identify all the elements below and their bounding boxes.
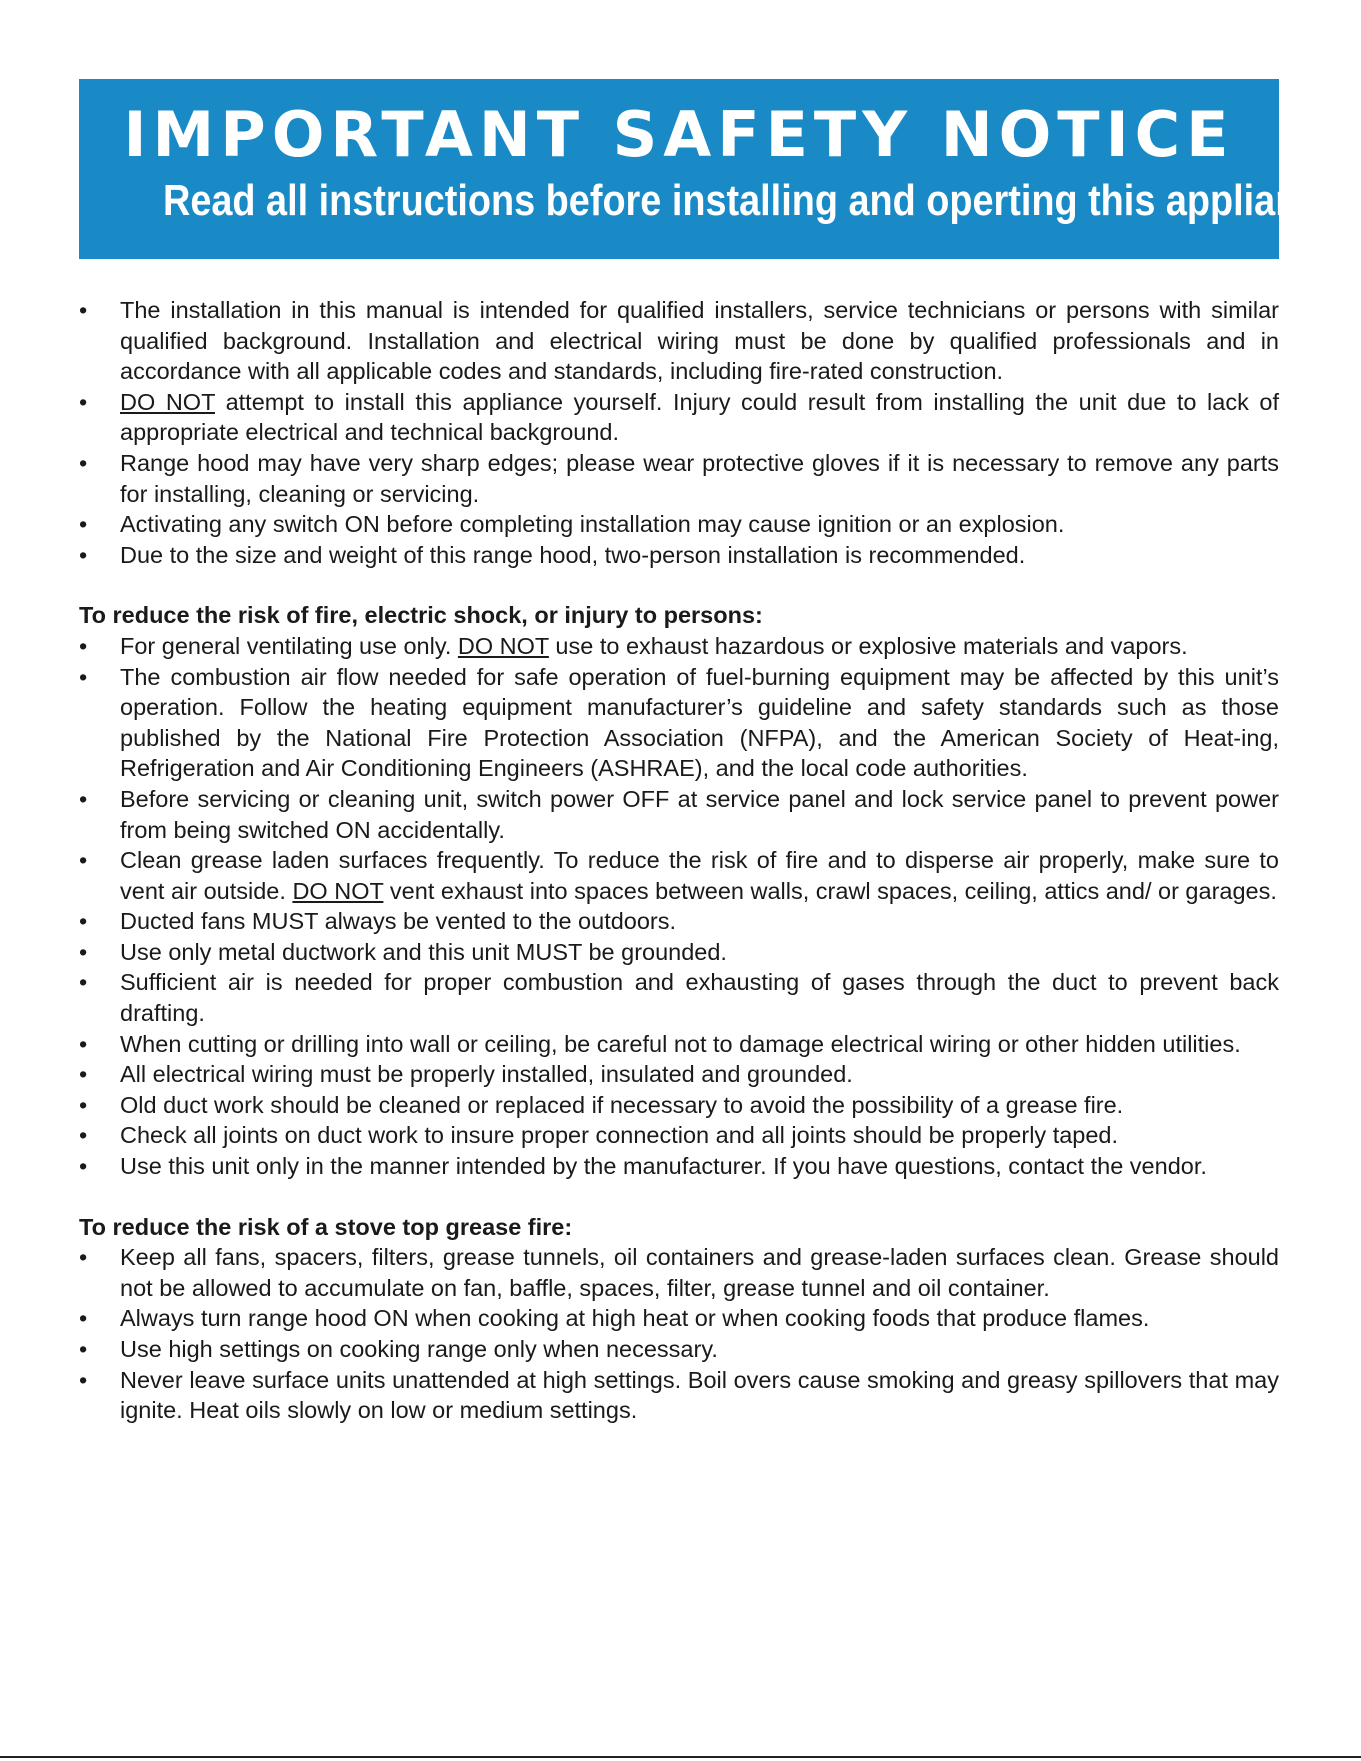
list-item: • The installation in this manual is intended for qualified installers, service technicians or persons with similar qualified background. Installation and electrical wiring must be done by qualified professionals and in accordance with all applicable codes and standards, including fire-rated construction.: [79, 295, 1279, 387]
do-not-emphasis: DO NOT: [457, 632, 549, 659]
do-not-emphasis: DO NOT: [120, 388, 215, 415]
list-item: • Old duct work should be cleaned or replaced if necessary to avoid the possibility of a grease fire.: [79, 1090, 1279, 1121]
list-item: • Use high settings on cooking range only when necessary.: [79, 1334, 1279, 1365]
section-heading-fire-shock: To reduce the risk of fire, electric shock, or injury to persons:: [79, 602, 763, 629]
fire-shock-list: [79, 631, 1279, 1182]
list-item: • Before servicing or cleaning unit, switch power OFF at service panel and lock service panel to prevent power from being switched ON accidentally.: [79, 784, 1279, 845]
section-heading-grease-fire: To reduce the risk of a stove top grease fire:: [79, 1213, 573, 1240]
list-item: • All electrical wiring must be properly installed, insulated and grounded.: [79, 1059, 1279, 1090]
banner-subtitle: Read all instructions before installing and operting this appliance: [163, 176, 1341, 226]
grease-fire-list: [79, 1242, 1279, 1426]
list-item: • Use this unit only in the manner intended by the manufacturer. If you have questions, contact the vendor.: [79, 1151, 1279, 1182]
safety-banner: [79, 79, 1341, 259]
list-item: • For general ventilating use only. DO NOT use to exhaust hazardous or explosive materials and vapors.: [79, 631, 1279, 662]
list-item: • Clean grease laden surfaces frequently. To reduce the risk of fire and to disperse air properly, make sure to vent air outside. DO NOT vent exhaust into spaces between walls, crawl spaces, ceiling, attics and/ or garages.: [79, 845, 1279, 906]
list-item: • Never leave surface units unattended at high settings. Boil overs cause smoking and greasy spillovers that may ignite. Heat oils slowly on low or medium settings.: [79, 1365, 1279, 1426]
page-bottom-rule: [0, 1756, 1361, 1758]
list-item: • Ducted fans MUST always be vented to the outdoors.: [79, 906, 1279, 937]
list-item: • When cutting or drilling into wall or ceiling, be careful not to damage electrical wiring or other hidden utilities.: [79, 1029, 1279, 1060]
list-item: • Check all joints on duct work to insure proper connection and all joints should be properly taped.: [79, 1120, 1279, 1151]
list-item: • Range hood may have very sharp edges; please wear protective gloves if it is necessary to remove any parts for installing, cleaning or servicing.: [79, 448, 1279, 509]
list-item: • The combustion air flow needed for safe operation of fuel-burning equipment may be affected by this unit’s operation. Follow the heating equipment manufacturer’s guideline and safety standards such as those published by the National Fire Protection Association (NFPA), and the American Society of Heat-ing, Refrigeration and Air Conditioning Engineers (ASHRAE), and the local code authorities.: [79, 662, 1279, 784]
list-item: • Due to the size and weight of this range hood, two-person installation is recommended.: [79, 540, 1279, 571]
list-item: • Keep all fans, spacers, filters, grease tunnels, oil containers and grease-laden surfaces clean. Grease should not be allowed to accumulate on fan, baffle, spaces, filter, grease tunnel and oil container.: [79, 1242, 1279, 1303]
list-item: • Always turn range hood ON when cooking at high heat or when cooking foods that produce flames.: [79, 1303, 1279, 1334]
banner-title: IMPORTANT SAFETY NOTICE: [123, 98, 1235, 171]
intro-list: [79, 295, 1279, 570]
do-not-emphasis: DO NOT: [292, 877, 384, 904]
notice-body: [79, 295, 1279, 1426]
list-item: • Activating any switch ON before completing installation may cause ignition or an explosion.: [79, 509, 1279, 540]
list-item: • DO NOT attempt to install this appliance yourself. Injury could result from installing the unit due to lack of appropriate electrical and technical background.: [79, 387, 1279, 448]
list-item: • Use only metal ductwork and this unit MUST be grounded.: [79, 937, 1279, 968]
list-item: • Sufficient air is needed for proper combustion and exhausting of gases through the duct to prevent back drafting.: [79, 967, 1279, 1028]
